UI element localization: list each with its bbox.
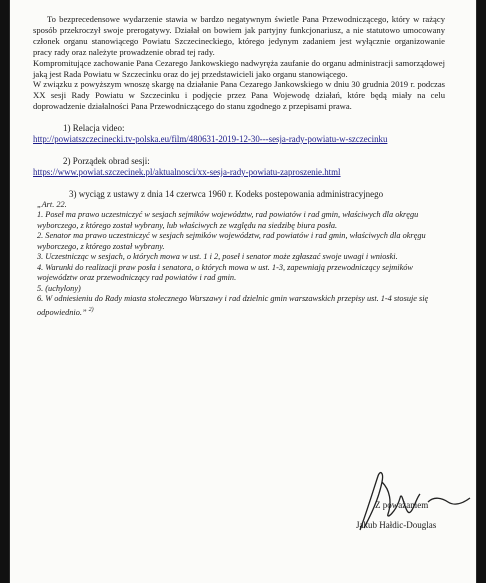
quote-heading: 3) wyciąg z ustawy z dnia 14 czerwca 1960 r. Kodeks postepowania administracyjnego [69,188,384,199]
quote-line-6 [33,294,445,318]
signature-name: Jakub Hałdic-Douglas [356,520,437,530]
item-1-label: 1) Relacja video: [63,123,125,134]
document-body [33,14,445,318]
quote-line-6-text: 6. W odniesieniu do Rady miasta stołecznego Warszawy i rad dzielnic gmin warszawskich przepisy ust. 1-4 stosuje się odpowiednio.” [37,294,429,317]
agenda-link[interactable]: https://www.powiat.szczecinek.pl/aktualnosci/xx-sesja-rady-powiatu-zaproszenie.html [33,166,341,177]
closing-phrase: Z poważaniem [375,500,429,510]
quote-line-4: 4. Warunki do realizacji praw posła i senatora, o których mowa w ust. 1-3, zapewniają przewodniczący sejmików województw oraz przewodniczący rad powiatów i rad gmin. [37,262,413,283]
quote-line-1: 1. Poseł ma prawo uczestniczyć w sesjach sejmików województw, rad powiatów i rad gmin, właściwych dla okręgu wyborczego, z którego został wybrany, lub właściwych ze względu na siedzibę biura posła. [37,210,419,230]
quote-line-2: 2. Senator ma prawo uczestniczyć w sesjach sejmików województw, rad powiatów i rad gmin, właściwych dla okręgu wyborczego, z którego został wybrany. [37,231,426,251]
document-page [10,0,476,583]
quote-line-art: „Art. 22. [37,199,67,209]
paragraph-3: W związku z powyższym wnoszę skargę na działanie Pana Cezarego Jankowskiego w dniu 30 grudnia 2019 r. podczas XX sesji Rady Powiatu w Szczecinku i podjęcie przez Pana Wojewodę działań, które będą miały na celu doprowadzenie działalności Pana Przewodniczącego do stanu zgodnego z przepisami prawa. [33,79,445,112]
paragraph-1: To bezprecedensowe wydarzenie stawia w bardzo negatywnym świetle Pana Przewodniczącego, który w rażący sposób przekroczył swoje prerogatywy. Działał on bowiem jak partyjny funkcjonariusz, a nie statutowo umocowany członek organu stanowiącego Powiatu Szczecineckiego, którego jedynym zadaniem jest wyłącznie organizowanie pracy rady oraz należyte prowadzenie obrad tej rady. [33,14,445,57]
quote-line-3: 3. Uczestnicząc w sesjach, o których mowa w ust. 1 i 2, poseł i senator może zgłaszać swoje uwagi i wnioski. [37,252,398,262]
item-2-label: 2) Porządek obrad sesji: [63,155,150,166]
video-link[interactable]: http://powiatszczecinecki.tv-polska.eu/film/480631-2019-12-30---sesja-rady-powiatu-w-szczecinku [33,134,388,145]
quote-line-5: 5. (uchylony) [37,283,81,293]
paragraph-2: Kompromitujące zachowanie Pana Cezarego Jankowskiego nadwyręża zaufanie do organu administracji samorządowej jaką jest Rada Powiatu w Szczecinku oraz do jej przedstawicieli jako organu stanowiącego. [33,57,445,79]
footnote-mark: 2) [88,306,94,313]
